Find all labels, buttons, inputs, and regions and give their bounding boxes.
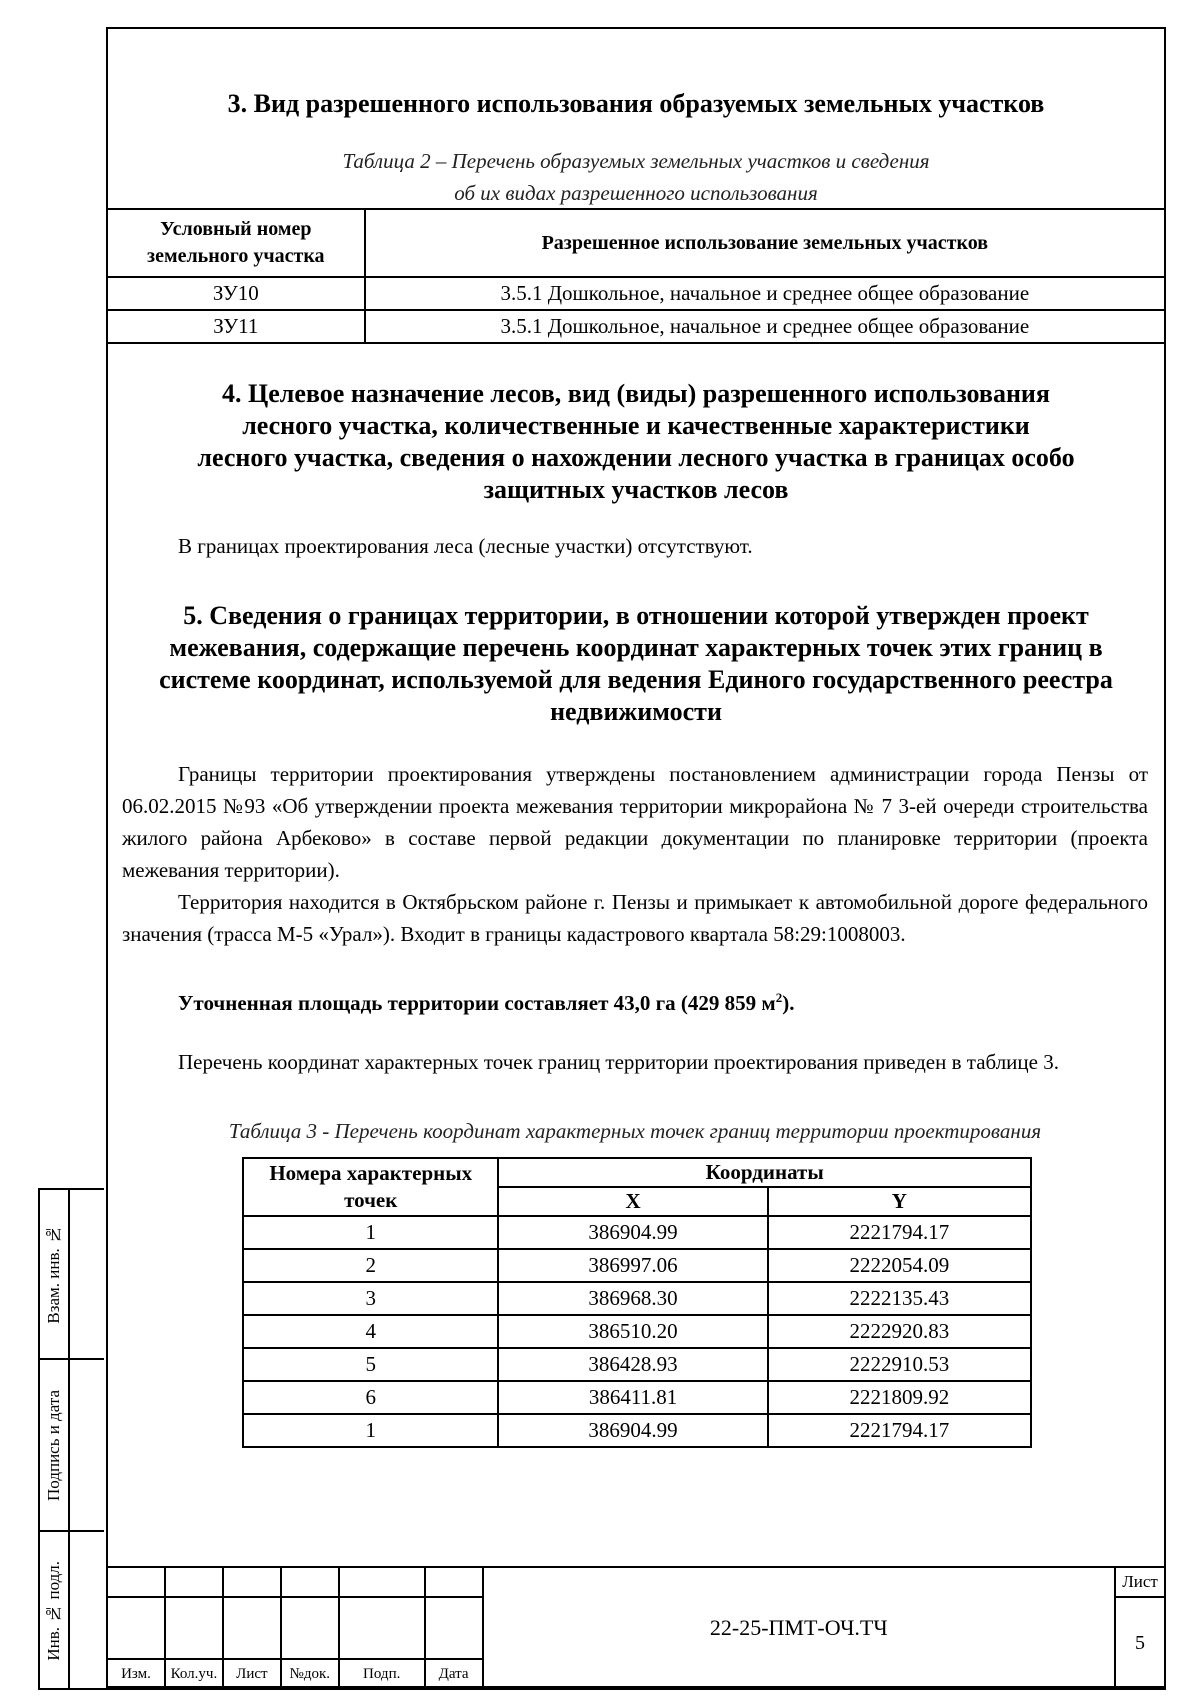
point-y: 2222910.53 [768, 1348, 1031, 1381]
table-row [243, 1315, 1031, 1348]
point-x: 386510.20 [498, 1315, 767, 1348]
table-row [107, 310, 1165, 343]
table2-header-num: Условный номер земельного участка [107, 209, 365, 277]
document-code: 22-25-ПМТ-ОЧ.ТЧ [483, 1567, 1115, 1689]
point-x: 386968.30 [498, 1282, 767, 1315]
point-num: 1 [243, 1414, 498, 1447]
point-y: 2221809.92 [768, 1381, 1031, 1414]
point-num: 5 [243, 1348, 498, 1381]
point-x: 386904.99 [498, 1414, 767, 1447]
section5-para2: Территория находится в Октябрьском районе г. Пензы и примыкает к автомобильной дороге федерального значения (трасса М-5 «Урал»). Входит в границы кадастрового квартала 58:29:1008003. [122, 890, 1148, 946]
point-y: 2222135.43 [768, 1282, 1031, 1315]
stamp-list: Лист [223, 1659, 281, 1689]
section5-area [122, 982, 1148, 1019]
section4-title: 4. Целевое назначение лесов, вид (виды) разрешенного использования лесного участка, количественные и качественные характеристики лесного участка, сведения о нахождении лесного участка в границах особо защитных участков лесов [197, 379, 1075, 504]
area-superscript: 2 [775, 990, 783, 1005]
table-row [243, 1216, 1031, 1249]
table-row [243, 1249, 1031, 1282]
section3-title: 3. Вид разрешенного использования образуемых земельных участков [227, 89, 1045, 118]
table2-cell-use: 3.5.1 Дошкольное, начальное и среднее общее образование [365, 310, 1165, 343]
table2-caption-line2: об их видах разрешенного использования [454, 181, 818, 205]
table-row [107, 277, 1165, 310]
table3-header-points: Номера характерных точек [243, 1158, 498, 1216]
side-label-vzam: Взам. инв. № [44, 1224, 63, 1324]
point-num: 4 [243, 1315, 498, 1348]
table3-header-y: Y [768, 1187, 1031, 1216]
table3-caption: Таблица 3 - Перечень координат характерных точек границ территории проектирования [228, 1119, 1042, 1143]
table2 [106, 208, 1166, 344]
stamp-izm: Изм. [107, 1659, 165, 1689]
table2-header-use: Разрешенное использование земельных участков [365, 209, 1165, 277]
side-label-inv: Инв. № подл. [44, 1561, 63, 1661]
table3-header-coords: Координаты [498, 1158, 1031, 1187]
area-text: Уточненная площадь территории составляет 43,0 га (429 859 м [178, 991, 776, 1015]
area-end: ). [782, 991, 795, 1015]
section4-text: В границах проектирования леса (лесные участки) отсутствуют. [178, 534, 753, 558]
section5-para1: Границы территории проектирования утверждены постановлением администрации города Пензы от 06.02.2015 №93 «Об утверждении проекта межевания территории микрорайона № 7 3-ей очереди строительства жилого района Арбеково» в составе первой редакции документации по планировке территории (проекта межевания территории). [122, 762, 1148, 882]
point-y: 2222054.09 [768, 1249, 1031, 1282]
point-num: 1 [243, 1216, 498, 1249]
stamp-podp: Подп. [339, 1659, 425, 1689]
table-row [243, 1282, 1031, 1315]
table2-header-row [107, 209, 1165, 277]
point-x: 386904.99 [498, 1216, 767, 1249]
table3 [242, 1157, 1032, 1448]
side-cell-vzam [38, 1188, 104, 1360]
point-y: 2221794.17 [768, 1414, 1031, 1447]
sheet-label: Лист [1115, 1567, 1165, 1597]
title-block-table [106, 1566, 1166, 1690]
table-row [243, 1381, 1031, 1414]
point-num: 2 [243, 1249, 498, 1282]
section5-title: 5. Сведения о границах территории, в отношении которой утвержден проект межевания, содержащие перечень координат характерных точек этих границ в системе координат, используемой для ведения Единого государственного реестра недвижимости [159, 601, 1113, 726]
section5-para4: Перечень координат характерных точек границ территории проектирования приведен в таблице 3. [178, 1050, 1059, 1074]
table2-cell-num: ЗУ11 [107, 310, 365, 343]
point-y: 2221794.17 [768, 1216, 1031, 1249]
table-row [243, 1414, 1031, 1447]
table3-header-x: X [498, 1187, 767, 1216]
side-cell-inv [38, 1530, 104, 1690]
table2-cell-use: 3.5.1 Дошкольное, начальное и среднее общее образование [365, 277, 1165, 310]
table3-header-row1 [243, 1158, 1031, 1187]
point-x: 386997.06 [498, 1249, 767, 1282]
table-row [243, 1348, 1031, 1381]
side-label-podpis: Подпись и дата [44, 1389, 63, 1501]
title-block [106, 1566, 1166, 1688]
table2-caption-line1: Таблица 2 – Перечень образуемых земельных участков и сведения [342, 149, 930, 173]
point-num: 6 [243, 1381, 498, 1414]
stamp-data: Дата [425, 1659, 483, 1689]
point-num: 3 [243, 1282, 498, 1315]
stamp-ndok: №док. [281, 1659, 339, 1689]
side-strip [38, 1188, 106, 1690]
stamp-kol: Кол.уч. [165, 1659, 223, 1689]
point-x: 386428.93 [498, 1348, 767, 1381]
point-y: 2222920.83 [768, 1315, 1031, 1348]
table2-cell-num: ЗУ10 [107, 277, 365, 310]
sheet-number: 5 [1115, 1597, 1165, 1689]
side-cell-podpis [38, 1358, 104, 1532]
point-x: 386411.81 [498, 1381, 767, 1414]
